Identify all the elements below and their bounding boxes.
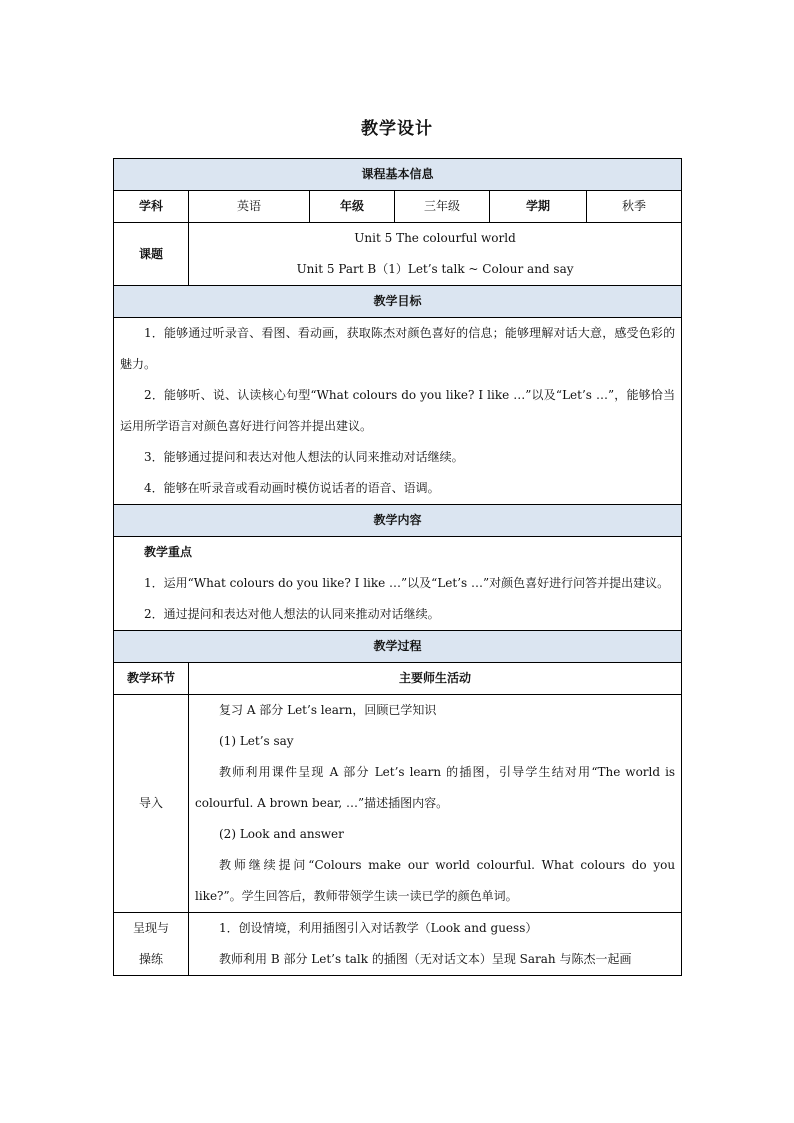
activity-intro-line-3: 教师利用课件呈现 A 部分 Let’s learn 的插图，引导学生结对用“The world is colourful. A brown bear, …”描述插图内容。 (195, 765, 676, 810)
activity-intro-line-2: (1) Let’s say (219, 734, 294, 748)
activity-presentation-line-2: 教师利用 B 部分 Let’s talk 的插图（无对话文本）呈现 Sarah 与陈杰一起画 (219, 952, 632, 966)
subject-label: 学科 (114, 191, 189, 223)
grade-label: 年级 (310, 191, 395, 223)
key-point-item-1: 1．运用“What colours do you like? I like …”以及“Let’s …”对颜色喜好进行问答并提出建议。 (144, 576, 670, 590)
document-title: 教学设计 (361, 119, 433, 139)
activity-presentation-line-1: 1．创设情境，利用插图引入对话教学（Look and guess） (219, 921, 538, 935)
objectives-body (114, 318, 682, 505)
subject-value: 英语 (189, 191, 310, 223)
key-points-label: 教学重点 (144, 545, 193, 559)
activity-intro-line-1: 复习 A 部分 Let’s learn，回顾已学知识 (219, 703, 437, 717)
key-point-item-2: 2．通过提问和表达对他人想法的认同来推动对话继续。 (144, 607, 440, 621)
column-header-stage: 教学环节 (114, 663, 189, 695)
objective-item-3: 3．能够通过提问和表达对他人想法的认同来推动对话继续。 (144, 450, 464, 464)
term-label: 学期 (490, 191, 587, 223)
content-body (114, 537, 682, 631)
section-header-basic-info: 课程基本信息 (114, 159, 682, 191)
stage-intro: 导入 (114, 695, 189, 913)
activity-intro (189, 695, 682, 913)
lesson-plan-table (113, 158, 682, 976)
activity-presentation (189, 913, 682, 976)
topic-line-1: Unit 5 The colourful world (354, 231, 516, 245)
term-value: 秋季 (587, 191, 682, 223)
topic-label: 课题 (114, 223, 189, 286)
stage-presentation (114, 913, 189, 976)
activity-intro-line-4: (2) Look and answer (219, 827, 344, 841)
objective-item-2: 2．能够听、说、认读核心句型“What colours do you like? I like …”以及“Let’s …”，能够恰当运用所学语言对颜色喜好进行问答并提出建议。 (120, 388, 676, 433)
activity-intro-line-5: 教师继续提问“Colours make our world colourful. What colours do you like?”。学生回答后，教师带领学生读一读已学的颜色单词。 (195, 858, 676, 903)
section-header-process: 教学过程 (114, 631, 682, 663)
topic-value (189, 223, 682, 286)
stage-presentation-line-1: 呈现与 (132, 921, 169, 935)
section-header-objectives: 教学目标 (114, 286, 682, 318)
stage-presentation-line-2: 操练 (138, 952, 163, 966)
objective-item-4: 4．能够在听录音或看动画时模仿说话者的语音、语调。 (144, 481, 440, 495)
section-header-content: 教学内容 (114, 505, 682, 537)
topic-line-2: Unit 5 Part B（1）Let’s talk ~ Colour and say (296, 262, 574, 276)
column-header-activity: 主要师生活动 (189, 663, 682, 695)
grade-value: 三年级 (395, 191, 490, 223)
objective-item-1: 1．能够通过听录音、看图、看动画，获取陈杰对颜色喜好的信息；能够理解对话大意，感受色彩的魅力。 (120, 326, 676, 371)
